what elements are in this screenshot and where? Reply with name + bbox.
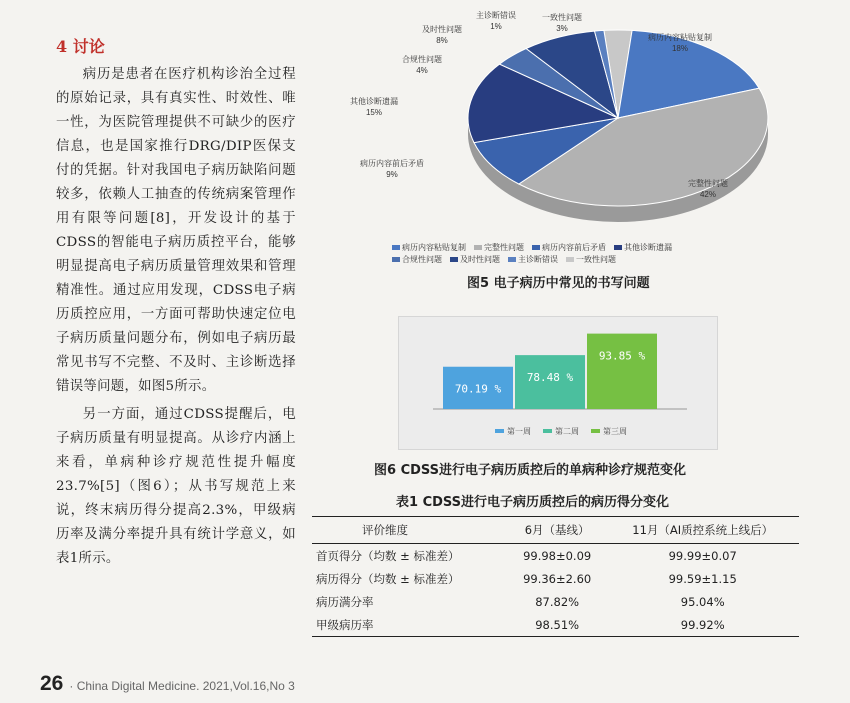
table-row bbox=[312, 544, 799, 568]
table-cell: 病历满分率 bbox=[316, 594, 374, 609]
bar-chart-svg bbox=[399, 317, 717, 449]
bar-legend-swatch bbox=[495, 429, 504, 433]
bar-legend-swatch bbox=[591, 429, 600, 433]
slice-percent: 3% bbox=[556, 24, 568, 33]
section-title: 4 讨论 bbox=[56, 37, 105, 56]
figure-5-caption: 图5 电子病历中常见的书写问题 bbox=[467, 276, 650, 291]
table-header-row bbox=[312, 517, 799, 544]
legend-item bbox=[508, 254, 558, 265]
slice-name: 主诊断错误 bbox=[476, 11, 516, 20]
legend-item bbox=[392, 242, 466, 253]
legend-swatch bbox=[532, 245, 540, 250]
table-cell: 首页得分（均数 ± 标准差） bbox=[316, 548, 460, 563]
legend-label: 主诊断错误 bbox=[518, 255, 558, 264]
table-cell: 87.82% bbox=[535, 594, 580, 609]
bar-3-2 bbox=[587, 334, 657, 409]
discussion-section bbox=[56, 34, 296, 571]
slice-name: 病历内容前后矛盾 bbox=[360, 159, 424, 168]
legend-item bbox=[450, 254, 500, 265]
table-cell: 99.36±2.60 bbox=[523, 571, 592, 586]
slice-name: 合规性问题 bbox=[402, 55, 442, 64]
legend-item bbox=[566, 254, 616, 265]
bar-data-label: 93.85 % bbox=[598, 349, 646, 363]
slice-name: 一致性问题 bbox=[542, 13, 582, 22]
table-cell: 99.59±1.15 bbox=[668, 571, 737, 586]
slice-name: 及时性问题 bbox=[422, 25, 462, 34]
table-cell: 甲级病历率 bbox=[312, 613, 508, 637]
pie-legend-row bbox=[392, 254, 616, 265]
slice-percent: 1% bbox=[490, 22, 502, 31]
bar-legend-label: 第三周 bbox=[603, 427, 627, 436]
table-1 bbox=[312, 516, 799, 637]
table-cell: 99.92% bbox=[606, 613, 799, 637]
legend-label: 完整性问题 bbox=[484, 243, 524, 252]
pie-slice-label bbox=[542, 12, 582, 34]
slice-name: 完整性问题 bbox=[688, 179, 728, 188]
slice-percent: 9% bbox=[386, 170, 398, 179]
legend-item bbox=[532, 242, 606, 253]
legend-swatch bbox=[450, 257, 458, 262]
slice-percent: 42% bbox=[699, 190, 716, 199]
slice-percent: 18% bbox=[671, 44, 688, 53]
legend-swatch bbox=[566, 257, 574, 262]
legend-label: 合规性问题 bbox=[402, 255, 442, 264]
pie-slice-label bbox=[688, 178, 728, 200]
figure-5-pie-chart bbox=[350, 6, 798, 284]
table-cell: 99.98±0.09 bbox=[523, 548, 592, 563]
pie-legend-row bbox=[392, 242, 672, 253]
legend-item bbox=[474, 242, 524, 253]
page-number: 26 bbox=[40, 672, 64, 695]
bar-data-label: 70.19 % bbox=[454, 382, 502, 396]
legend-label: 病历内容粘贴复制 bbox=[402, 243, 466, 252]
slice-name: 病历内容粘贴复制 bbox=[648, 33, 712, 42]
table-cell: 99.99±0.07 bbox=[668, 548, 737, 563]
legend-label: 病历内容前后矛盾 bbox=[542, 243, 606, 252]
pie-slice-label bbox=[422, 24, 462, 46]
pie-slice-label bbox=[648, 32, 712, 54]
paragraph-2: 另一方面，通过CDSS提醒后，电子病历质量有明显提高。从诊疗内涵上来看，单病种诊疗规范性提升幅度23.7%[5]（图6）；从书写规范上来说，终末病历得分提高2.3%，甲级病历率及满分率提升具有统计学意义，如表1所示。 bbox=[56, 407, 296, 566]
legend-label: 其他诊断遗漏 bbox=[624, 243, 672, 252]
bar-legend-label: 第二周 bbox=[555, 427, 579, 436]
legend-swatch bbox=[614, 245, 622, 250]
slice-percent: 15% bbox=[365, 108, 382, 117]
figure-6-caption: 图6 CDSS进行电子病历质控后的单病种诊疗规范变化 bbox=[374, 463, 687, 478]
pie-slice-label bbox=[360, 158, 424, 180]
table-cell: 98.51% bbox=[508, 613, 607, 637]
column-header: 6月（基线） bbox=[508, 517, 607, 544]
bar-data-label: 78.48 % bbox=[526, 371, 574, 385]
slice-percent: 8% bbox=[436, 36, 448, 45]
pie-slice-label bbox=[476, 10, 516, 32]
page-footer bbox=[40, 672, 295, 696]
journal-citation: · China Digital Medicine. 2021,Vol.16,No 3 bbox=[69, 679, 295, 693]
legend-swatch bbox=[474, 245, 482, 250]
figure-6-bar-chart bbox=[398, 316, 718, 450]
legend-item bbox=[614, 242, 672, 253]
column-header: 评价维度 bbox=[312, 517, 508, 544]
legend-label: 一致性问题 bbox=[576, 255, 616, 264]
pie-slice-label bbox=[350, 96, 398, 118]
table-cell: 病历得分（均数 ± 标准差） bbox=[316, 571, 460, 586]
bar-legend-label: 第一周 bbox=[507, 427, 531, 436]
bar-legend-swatch bbox=[543, 429, 552, 433]
legend-swatch bbox=[508, 257, 516, 262]
legend-item bbox=[392, 254, 442, 265]
paragraph-1: 病历是患者在医疗机构诊治全过程的原始记录，具有真实性、时效性、唯一性，为医院管理提供不可缺少的医疗信息，也是国家推行DRG/DIP医保支付的凭据。针对我国电子病历缺陷问题较多，依赖人工抽查的传统病案管理作用有限等问题[8]，开发设计的基于CDSS的智能电子病历质控平台，能够明显提高电子病历质量管理效果和管理精准性。通过应用发现，CDSS电子病历质控应用，一方面可帮助快速定位电子病历质量问题分布，例如电子病历最常见书写不完整、不及时、主诊断选择错误等问题，如图5所示。 bbox=[56, 67, 296, 394]
slice-name: 其他诊断遗漏 bbox=[350, 97, 398, 106]
slice-percent: 4% bbox=[416, 66, 428, 75]
table-row bbox=[312, 613, 799, 637]
legend-label: 及时性问题 bbox=[460, 255, 500, 264]
pie-slice-label bbox=[402, 54, 442, 76]
table-row bbox=[312, 590, 799, 613]
legend-swatch bbox=[392, 257, 400, 262]
legend-swatch bbox=[392, 245, 400, 250]
column-header: 11月（AI质控系统上线后） bbox=[606, 517, 799, 544]
table-cell: 95.04% bbox=[680, 594, 725, 609]
table-1-caption: 表1 CDSS进行电子病历质控后的病历得分变化 bbox=[396, 495, 670, 510]
table-row bbox=[312, 567, 799, 590]
